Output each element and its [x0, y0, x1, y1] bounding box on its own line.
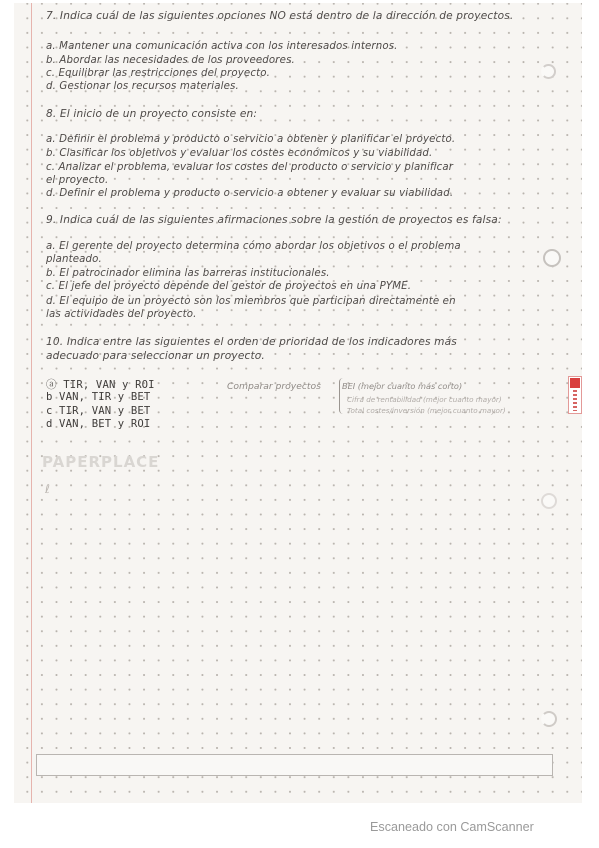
q10-option-a: ⓐ TIR, VAN y ROI [46, 379, 155, 391]
q8-option-b: b. Clasificar los objetivos y evaluar los costes económicos y su viabilidad. [46, 148, 433, 159]
note-compare-projects: Comparar proyectos [227, 381, 321, 392]
pen-mark: ℓ [45, 482, 50, 496]
q8-option-d: d. Definir el problema y producto o servicio a obtener y evaluar su viabilidad. [46, 188, 454, 199]
q7-option-c: c. Equilibrar las restricciones del proyecto. [46, 68, 270, 79]
punch-hole-2 [543, 249, 561, 267]
tab-marker-stripes [573, 390, 577, 411]
punch-hole-3 [541, 493, 557, 509]
question-7-title: 7. Indica cuál de las siguientes opciones NO está dentro de la dirección de proyectos. [46, 10, 514, 22]
q9-option-d-continued: las actividades del proyecto. [46, 309, 197, 320]
note-van: Cifra de rentabilidad (mejor cuanto mayor) [347, 395, 502, 404]
q7-option-d: d. Gestionar los recursos materiales. [46, 81, 239, 92]
note-tir: Total costes/inversión (mejor cuanto mayor) [347, 406, 506, 415]
q9-option-b: b. El patrocinador elimina las barreras institucionales. [46, 268, 330, 279]
q10-option-d: d VAN, BET y ROI [46, 418, 151, 430]
punch-hole-4 [541, 711, 557, 727]
note-bet: BEI (mejor cuanto más corto) [342, 381, 463, 391]
q7-option-a: a. Mantener una comunicación activa con los interesados internos. [46, 41, 398, 52]
q10-option-c: c TIR, VAN y BET [46, 405, 151, 417]
tab-marker-head [570, 378, 580, 388]
question-8-title: 8. El inicio de un proyecto consiste en: [46, 108, 258, 120]
q9-option-a-continued: planteado. [46, 254, 102, 265]
q10-option-b: b VAN, TIR y BET [46, 391, 151, 403]
faded-bleed-through-text: PAPERPLACE [42, 453, 160, 471]
q8-option-c: c. Analizar el problema, evaluar los costes del producto o servicio y planificar [46, 162, 454, 173]
q7-option-b: b. Abordar las necesidades de los proveedores. [46, 55, 295, 66]
page-tab-marker [568, 376, 582, 414]
q9-option-a: a. El gerente del proyecto determina cómo abordar los objetivos o el problema [46, 241, 461, 252]
q8-option-a: a. Definir el problema y producto o servicio a obtener y planificar el proyecto. [46, 134, 456, 145]
question-9-title: 9. Indica cuál de las siguientes afirmaciones sobre la gestión de proyectos es falsa: [46, 214, 502, 226]
q8-option-c-continued: el proyecto. [46, 175, 109, 186]
margin-line [31, 3, 32, 803]
camscanner-watermark: Escaneado con CamScanner [370, 820, 534, 834]
punch-hole-1 [541, 64, 556, 79]
q9-option-c: c. El jefe del proyecto depende del gestor de proyectos en una PYME. [46, 281, 412, 292]
q9-option-d: d. El equipo de un proyecto son los miembros que participan directamente en [46, 296, 456, 307]
question-10-title-continued: adecuado para seleccionar un proyecto. [46, 350, 265, 362]
question-10-title: 10. Indica entre las siguientes el orden de prioridad de los indicadores más [46, 336, 457, 348]
footer-box [36, 754, 553, 776]
